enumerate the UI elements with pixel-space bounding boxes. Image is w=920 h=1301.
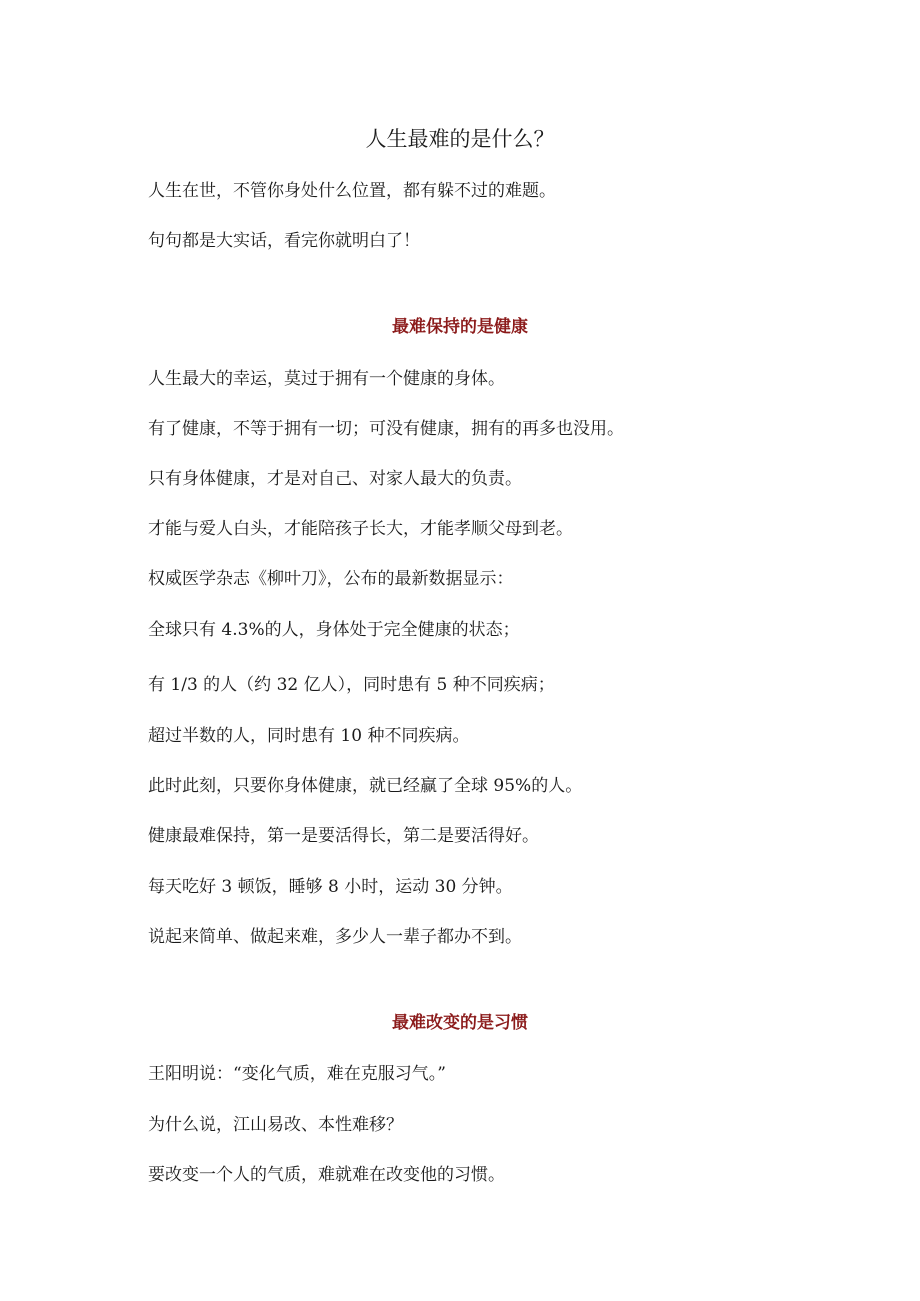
paragraph: 要改变一个人的气质，难就难在改变他的习惯。	[148, 1165, 505, 1185]
section-heading-habits: 最难改变的是习惯	[392, 1013, 528, 1033]
paragraph: 每天吃好 3 顿饭，睡够 8 小时，运动 30 分钟。	[148, 877, 513, 897]
paragraph: 王阳明说：“变化气质，难在克服习气。”	[148, 1064, 446, 1084]
paragraph: 只有身体健康，才是对自己、对家人最大的负责。	[148, 469, 522, 489]
paragraph: 才能与爱人白头，才能陪孩子长大，才能孝顺父母到老。	[148, 519, 573, 539]
paragraph: 健康最难保持，第一是要活得长，第二是要活得好。	[148, 826, 539, 846]
intro-paragraph: 句句都是大实话，看完你就明白了！	[148, 231, 420, 251]
intro-paragraph: 人生在世，不管你身处什么位置，都有躲不过的难题。	[148, 181, 556, 201]
paragraph: 有 1/3 的人（约 32 亿人），同时患有 5 种不同疾病；	[148, 675, 555, 695]
paragraph: 超过半数的人，同时患有 10 种不同疾病。	[148, 726, 470, 746]
paragraph: 有了健康，不等于拥有一切；可没有健康，拥有的再多也没用。	[148, 419, 624, 439]
paragraph: 权威医学杂志《柳叶刀》，公布的最新数据显示：	[148, 569, 514, 589]
document-title: 人生最难的是什么？	[365, 127, 555, 151]
paragraph: 为什么说，江山易改、本性难移？	[148, 1115, 403, 1135]
paragraph: 人生最大的幸运，莫过于拥有一个健康的身体。	[148, 369, 505, 389]
paragraph: 全球只有 4.3%的人，身体处于完全健康的状态；	[148, 620, 520, 640]
paragraph: 此时此刻，只要你身体健康，就已经赢了全球 95%的人。	[148, 776, 583, 796]
paragraph: 说起来简单、做起来难，多少人一辈子都办不到。	[148, 927, 522, 947]
section-heading-health: 最难保持的是健康	[392, 317, 528, 337]
